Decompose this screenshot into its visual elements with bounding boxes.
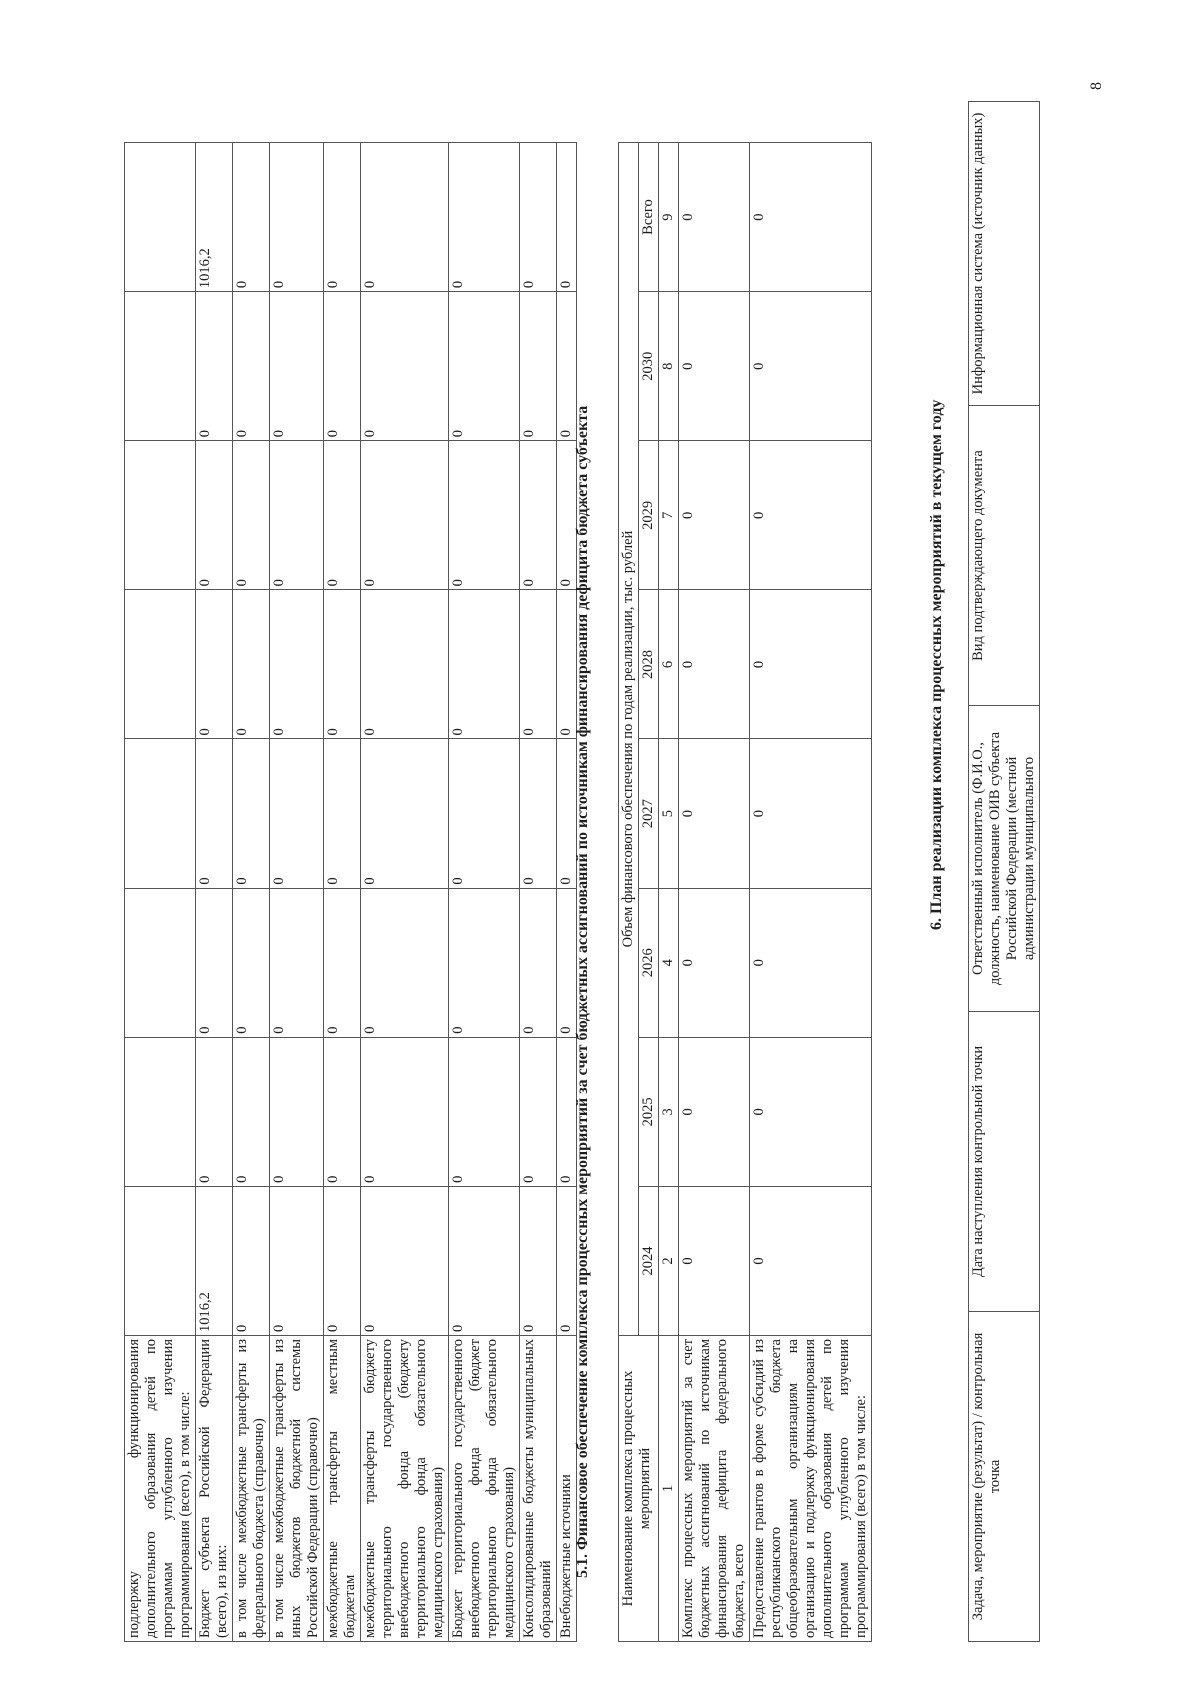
value-cell: 0 — [324, 739, 361, 888]
value-cell — [125, 739, 196, 888]
plan-header-cell: Вид подтверждающего документа — [969, 406, 1040, 706]
value-cell: 0 — [270, 143, 324, 292]
value-cell: 0 — [679, 143, 750, 292]
column-number: 2 — [659, 1186, 679, 1335]
table-row — [233, 143, 270, 1642]
row-label: в том числе межбюджетные трансферты из федерального бюджета (справочно) — [233, 1336, 270, 1642]
plan-header-row — [969, 102, 1040, 1642]
value-cell: 0 — [520, 739, 557, 888]
implementation-plan-table — [968, 101, 1040, 1642]
year-header: 2026 — [639, 888, 659, 1037]
value-cell: 0 — [233, 1037, 270, 1186]
value-cell: 0 — [520, 441, 557, 590]
value-cell: 0 — [449, 1186, 520, 1335]
value-cell: 0 — [361, 739, 449, 888]
value-cell: 0 — [750, 143, 872, 292]
column-number: 3 — [659, 1037, 679, 1186]
row-label: Комплекс процессных мероприятий за счет бюджетных ассигнований по источникам финансирования дефицита федерального бюджета, всего — [679, 1336, 750, 1642]
year-header: 2030 — [639, 292, 659, 441]
value-cell: 0 — [324, 143, 361, 292]
table-row — [750, 143, 872, 1642]
table-row — [520, 143, 557, 1642]
column-number: 1 — [659, 1336, 679, 1642]
value-cell: 0 — [520, 1037, 557, 1186]
value-cell: 0 — [233, 143, 270, 292]
value-cell: 0 — [324, 441, 361, 590]
value-cell: 0 — [679, 590, 750, 739]
value-cell: 0 — [233, 441, 270, 590]
year-header: Всего — [639, 143, 659, 292]
value-cell: 0 — [196, 441, 233, 590]
table-row — [270, 143, 324, 1642]
header-name-cell: Наименование комплекса процессных мероприятий — [619, 1336, 659, 1642]
value-cell: 0 — [679, 888, 750, 1037]
year-header: 2025 — [639, 1037, 659, 1186]
value-cell: 0 — [324, 1186, 361, 1335]
value-cell — [125, 1037, 196, 1186]
value-cell: 0 — [449, 888, 520, 1037]
value-cell: 0 — [449, 292, 520, 441]
value-cell: 0 — [750, 590, 872, 739]
table-row — [196, 143, 233, 1642]
value-cell: 0 — [557, 1037, 577, 1186]
value-cell — [125, 143, 196, 292]
plan-header-cell: Задача, мероприятие (результат) / контрольная точка — [969, 1312, 1040, 1642]
value-cell: 0 — [361, 441, 449, 590]
value-cell: 0 — [270, 1037, 324, 1186]
year-header: 2027 — [639, 739, 659, 888]
table-row — [679, 143, 750, 1642]
value-cell: 0 — [679, 739, 750, 888]
value-cell: 0 — [557, 143, 577, 292]
value-cell: 0 — [520, 292, 557, 441]
value-cell: 0 — [557, 739, 577, 888]
row-label: Бюджет территориального государственного внебюджетного фонда (бюджет территориального фонда обязательного медицинского страхования) — [449, 1336, 520, 1642]
value-cell: 0 — [270, 1186, 324, 1335]
value-cell: 0 — [270, 739, 324, 888]
column-number: 6 — [659, 590, 679, 739]
value-cell: 0 — [557, 441, 577, 590]
value-cell: 0 — [270, 292, 324, 441]
value-cell: 0 — [520, 888, 557, 1037]
row-label: межбюджетные трансферты бюджету территориального государственного внебюджетного фонда (бюджету территориального фонда обязательного медицинского страхования) — [361, 1336, 449, 1642]
value-cell: 0 — [270, 590, 324, 739]
value-cell: 0 — [233, 292, 270, 441]
table-row — [361, 143, 449, 1642]
value-cell: 0 — [449, 441, 520, 590]
row-label: Бюджет субъекта Российской Федерации (всего), из них: — [196, 1336, 233, 1642]
section-6-title: 6. План реализации комплекса процессных мероприятий в текущем году — [928, 399, 945, 930]
value-cell: 0 — [233, 739, 270, 888]
row-label: в том числе межбюджетные трансферты из иных бюджетов бюджетной системы Российской Федерации (справочно) — [270, 1336, 324, 1642]
value-cell: 0 — [361, 1186, 449, 1335]
value-cell: 0 — [196, 590, 233, 739]
value-cell — [125, 888, 196, 1037]
value-cell: 0 — [557, 292, 577, 441]
value-cell: 0 — [324, 292, 361, 441]
row-label: Предоставление грантов в форме субсидий из республиканского бюджета общеобразовательным организациям на организацию и подлержку функционирования дополнительного образования детей по программам углубленного изучения программирования (всего) в том числе: — [750, 1336, 872, 1642]
value-cell: 0 — [449, 590, 520, 739]
column-number: 7 — [659, 441, 679, 590]
column-number: 4 — [659, 888, 679, 1037]
value-cell: 0 — [233, 1186, 270, 1335]
value-cell — [125, 590, 196, 739]
value-cell: 0 — [679, 1186, 750, 1335]
value-cell: 0 — [750, 739, 872, 888]
funding-sources-table — [124, 142, 577, 1642]
deficit-financing-table — [618, 142, 872, 1642]
value-cell: 0 — [270, 441, 324, 590]
value-cell: 0 — [449, 143, 520, 292]
value-cell — [125, 1186, 196, 1335]
value-cell: 0 — [196, 739, 233, 888]
value-cell: 1016,2 — [196, 143, 233, 292]
value-cell: 0 — [196, 1037, 233, 1186]
value-cell: 0 — [270, 888, 324, 1037]
value-cell: 0 — [679, 441, 750, 590]
page-number: 8 — [1088, 82, 1105, 90]
column-number: 8 — [659, 292, 679, 441]
value-cell: 0 — [324, 590, 361, 739]
section-5-1-title: 5.1. Финансовое обеспечение комплекса процессных мероприятий за счет бюджетных ассигнований по источникам финансирования дефицита бюджета субъекта — [574, 405, 591, 1578]
value-cell: 0 — [750, 292, 872, 441]
column-number: 9 — [659, 143, 679, 292]
year-header: 2024 — [639, 1186, 659, 1335]
value-cell: 0 — [196, 292, 233, 441]
value-cell: 0 — [679, 292, 750, 441]
value-cell: 0 — [361, 143, 449, 292]
value-cell: 0 — [679, 1037, 750, 1186]
header-row-1 — [619, 143, 639, 1642]
value-cell: 0 — [750, 1186, 872, 1335]
value-cell — [125, 292, 196, 441]
row-label: Консолидированные бюджеты муниципальных образований — [520, 1336, 557, 1642]
value-cell: 0 — [324, 1037, 361, 1186]
plan-header-cell: Информационная система (источник данных) — [969, 102, 1040, 406]
value-cell: 0 — [449, 1037, 520, 1186]
value-cell: 0 — [520, 590, 557, 739]
table-row — [449, 143, 520, 1642]
row-label: подлержку функционирования дополнительного образования детей по программам углубленного изучения программирования (всего), в том числе: — [125, 1336, 196, 1642]
column-number: 5 — [659, 739, 679, 888]
row-label: межбюджетные трансферты местным бюджетам — [324, 1336, 361, 1642]
year-header: 2029 — [639, 441, 659, 590]
value-cell: 0 — [324, 888, 361, 1037]
value-cell: 0 — [520, 1186, 557, 1335]
value-cell: 0 — [233, 888, 270, 1037]
year-header: 2028 — [639, 590, 659, 739]
value-cell: 0 — [750, 888, 872, 1037]
header-volume-cell: Объем финансового обеспечения по годам реализации, тыс. рублей — [619, 143, 639, 1336]
value-cell: 0 — [361, 1037, 449, 1186]
plan-header-cell: Ответственный исполнитель (Ф.И.О., должность, наименование ОИВ субъекта Российской Федерации (местной администрации муниципального — [969, 706, 1040, 1012]
value-cell: 1016,2 — [196, 1186, 233, 1335]
value-cell: 0 — [449, 739, 520, 888]
value-cell: 0 — [361, 888, 449, 1037]
table-row — [125, 143, 196, 1642]
value-cell: 0 — [520, 143, 557, 292]
value-cell: 0 — [557, 888, 577, 1037]
plan-header-cell: Дата наступления контрольной точки — [969, 1012, 1040, 1312]
value-cell: 0 — [361, 292, 449, 441]
value-cell: 0 — [233, 590, 270, 739]
value-cell: 0 — [557, 1186, 577, 1335]
value-cell: 0 — [361, 590, 449, 739]
header-column-numbers-row — [659, 143, 679, 1642]
value-cell: 0 — [557, 590, 577, 739]
row-label: Внебюджетные источники — [557, 1336, 577, 1642]
value-cell — [125, 441, 196, 590]
value-cell: 0 — [196, 888, 233, 1037]
table-row — [324, 143, 361, 1642]
value-cell: 0 — [750, 441, 872, 590]
value-cell: 0 — [750, 1037, 872, 1186]
